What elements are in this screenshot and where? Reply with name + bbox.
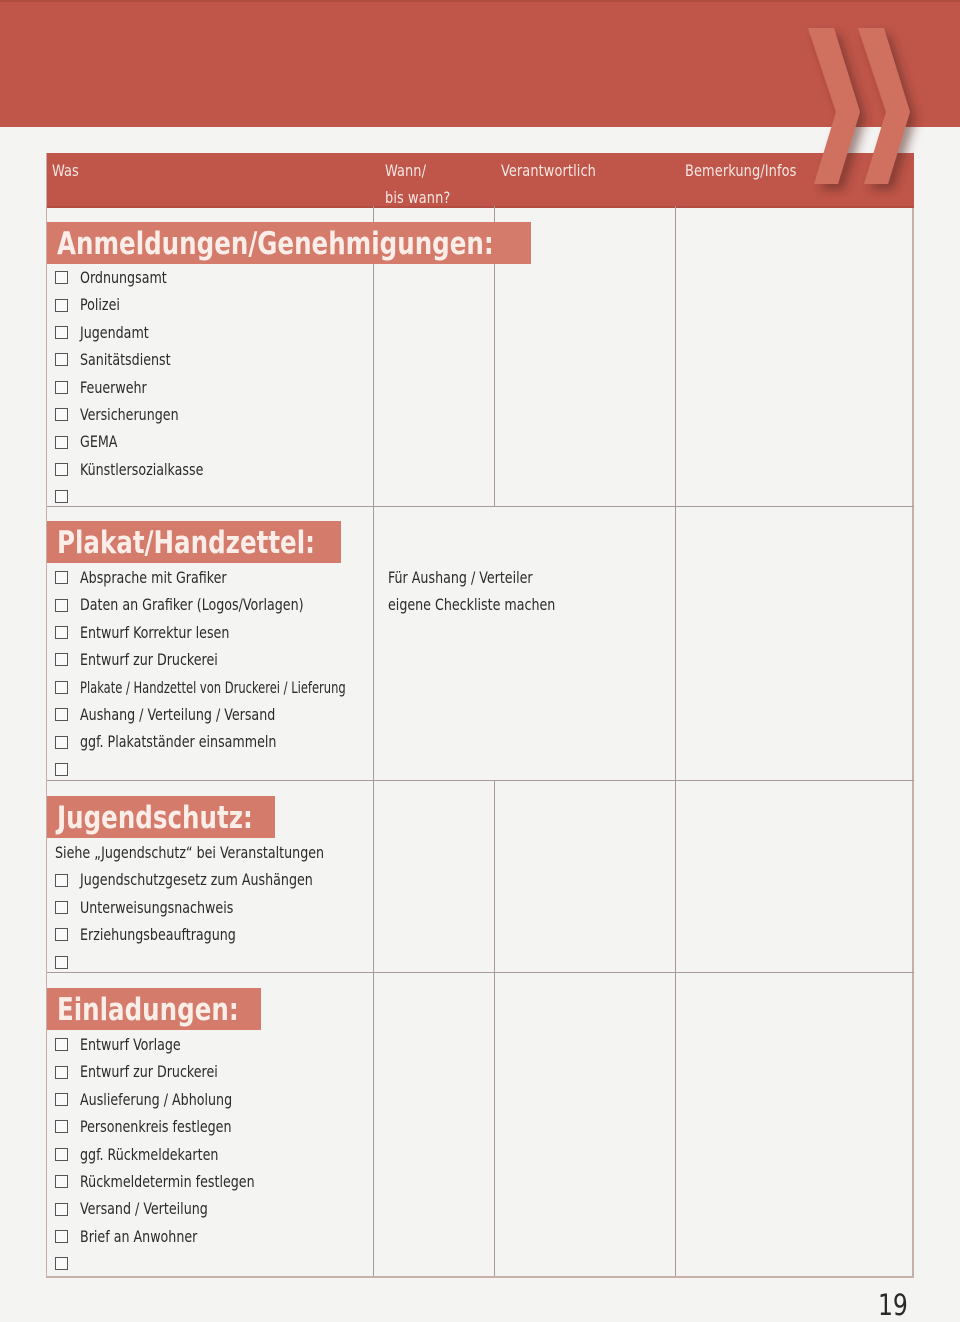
list-item[interactable]: Feuerwehr xyxy=(55,374,220,401)
list-item[interactable]: GEMA xyxy=(55,428,220,455)
list-item[interactable]: Unterweisungsnachweis xyxy=(55,894,361,921)
list-item[interactable]: Auslieferung / Abholung xyxy=(55,1086,278,1113)
checkbox-icon[interactable] xyxy=(55,463,68,476)
checkbox-icon[interactable] xyxy=(55,956,68,969)
note-text: Für Aushang / Verteiler eigene Checkliste machen xyxy=(388,568,556,615)
section-title: Anmeldungen/Genehmigungen: xyxy=(47,222,531,264)
header-bemerkung: Bemerkung/Infos xyxy=(685,161,797,180)
section-title: Jugendschutz: xyxy=(47,796,275,838)
checkbox-icon[interactable] xyxy=(55,408,68,421)
checkbox-icon[interactable] xyxy=(55,381,68,394)
list-item[interactable]: Entwurf zur Druckerei xyxy=(55,1058,278,1085)
checkbox-icon[interactable] xyxy=(55,1148,68,1161)
checkbox-icon[interactable] xyxy=(55,326,68,339)
checkbox-icon[interactable] xyxy=(55,571,68,584)
checkbox-icon[interactable] xyxy=(55,928,68,941)
list-item[interactable]: ggf. Rückmeldekarten xyxy=(55,1141,278,1168)
list-item-empty[interactable] xyxy=(55,949,361,976)
checkbox-icon[interactable] xyxy=(55,490,68,503)
header-verantwortlich: Verantwortlich xyxy=(501,161,596,180)
checkbox-icon[interactable] xyxy=(55,1175,68,1188)
list-item[interactable]: Jugendschutzgesetz zum Aushängen xyxy=(55,866,361,893)
checkbox-icon[interactable] xyxy=(55,763,68,776)
section-row-plakat xyxy=(47,507,914,781)
checkbox-icon[interactable] xyxy=(55,1066,68,1079)
checkbox-icon[interactable] xyxy=(55,299,68,312)
checklist xyxy=(55,1031,278,1278)
page-number: 19 xyxy=(878,1288,908,1322)
list-item[interactable]: Aushang / Verteilung / Versand xyxy=(55,701,412,728)
header-wann xyxy=(385,157,450,211)
checkbox-icon[interactable] xyxy=(55,1257,68,1270)
list-item[interactable]: Entwurf Korrektur lesen xyxy=(55,619,412,646)
checkbox-icon[interactable] xyxy=(55,681,68,694)
intro-text: Siehe „Jugendschutz“ bei Veranstaltungen xyxy=(55,843,325,862)
column-divider xyxy=(494,781,495,972)
checkbox-icon[interactable] xyxy=(55,271,68,284)
header-wann-line1: Wann/ xyxy=(385,161,427,180)
checkbox-icon[interactable] xyxy=(55,1203,68,1216)
checkbox-icon[interactable] xyxy=(55,599,68,612)
list-item[interactable]: Personenkreis festlegen xyxy=(55,1113,278,1140)
checklist xyxy=(55,264,220,511)
checkbox-icon[interactable] xyxy=(55,626,68,639)
checkbox-icon[interactable] xyxy=(55,653,68,666)
header-was: Was xyxy=(52,161,79,180)
checkbox-icon[interactable] xyxy=(55,901,68,914)
list-item[interactable]: Absprache mit Grafiker xyxy=(55,564,412,591)
column-divider xyxy=(373,973,374,1276)
column-divider xyxy=(494,973,495,1276)
list-item[interactable]: ggf. Plakatständer einsammeln xyxy=(55,728,412,755)
checkbox-icon[interactable] xyxy=(55,436,68,449)
column-divider xyxy=(675,781,676,972)
checkbox-icon[interactable] xyxy=(55,1120,68,1133)
list-item[interactable]: Künstlersozialkasse xyxy=(55,456,220,483)
list-item[interactable]: Entwurf Vorlage xyxy=(55,1031,278,1058)
list-item[interactable]: Plakate / Handzettel von Druckerei / Lieferung xyxy=(55,674,412,701)
list-item[interactable]: Versand / Verteilung xyxy=(55,1195,278,1222)
list-item[interactable]: Entwurf zur Druckerei xyxy=(55,646,412,673)
section-row-jugendschutz xyxy=(47,781,914,973)
checkbox-icon[interactable] xyxy=(55,708,68,721)
list-item[interactable]: Erziehungsbeauftragung xyxy=(55,921,361,948)
checkbox-icon[interactable] xyxy=(55,353,68,366)
section-title: Einladungen: xyxy=(47,988,261,1030)
banner-topline xyxy=(0,0,960,2)
checklist-table xyxy=(46,153,914,1278)
list-item[interactable]: Ordnungsamt xyxy=(55,264,220,291)
checkbox-icon[interactable] xyxy=(55,1093,68,1106)
column-divider xyxy=(675,507,676,780)
list-item[interactable]: Sanitätsdienst xyxy=(55,346,220,373)
header-wann-line2: bis wann? xyxy=(385,188,451,207)
list-item[interactable]: Polizei xyxy=(55,291,220,318)
section-row-anmeldungen xyxy=(47,206,914,507)
checkbox-icon[interactable] xyxy=(55,874,68,887)
checklist xyxy=(55,564,412,783)
list-item[interactable]: Daten an Grafiker (Logos/Vorlagen) xyxy=(55,591,412,618)
list-item-empty[interactable] xyxy=(55,1250,278,1277)
checkbox-icon[interactable] xyxy=(55,736,68,749)
column-divider xyxy=(675,973,676,1276)
list-item[interactable]: Versicherungen xyxy=(55,401,220,428)
list-item[interactable]: Brief an Anwohner xyxy=(55,1223,278,1250)
double-chevron-right-icon xyxy=(800,20,930,200)
list-item-empty[interactable] xyxy=(55,756,412,783)
column-divider xyxy=(675,206,676,506)
checkbox-icon[interactable] xyxy=(55,1230,68,1243)
table-header xyxy=(47,153,914,208)
list-item[interactable]: Jugendamt xyxy=(55,319,220,346)
section-title: Plakat/Handzettel: xyxy=(47,521,341,563)
list-item[interactable]: Rückmeldetermin festlegen xyxy=(55,1168,278,1195)
checklist xyxy=(55,839,361,976)
column-divider xyxy=(373,781,374,972)
checkbox-icon[interactable] xyxy=(55,1038,68,1051)
section-row-einladungen xyxy=(47,973,914,1276)
